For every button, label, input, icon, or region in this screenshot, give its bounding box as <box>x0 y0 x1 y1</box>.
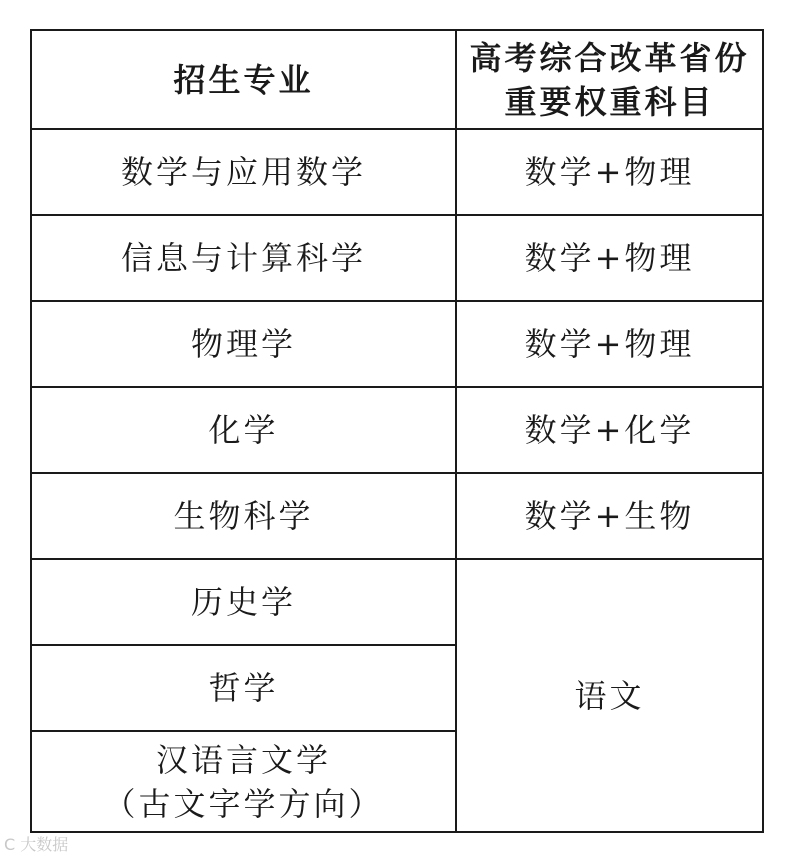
major-cell: 生物科学 <box>31 473 456 559</box>
header-subject-line2: 重要权重科目 <box>504 82 715 121</box>
table-header-row <box>31 30 763 129</box>
subject-cell: 数学+物理 <box>456 215 763 301</box>
major-cell-line2: （古文字学方向） <box>103 784 384 823</box>
table-row <box>31 215 763 301</box>
subject-cell-merged: 语文 <box>456 559 763 832</box>
major-cell: 哲学 <box>31 645 456 731</box>
major-cell: 信息与计算科学 <box>31 215 456 301</box>
major-cell: 化学 <box>31 387 456 473</box>
major-cell: 物理学 <box>31 301 456 387</box>
table-row <box>31 129 763 215</box>
major-cell <box>31 731 456 832</box>
watermark-logo: C 大数据 <box>4 835 69 854</box>
header-subject <box>456 30 763 129</box>
subject-cell: 数学+物理 <box>456 301 763 387</box>
major-cell-line1: 汉语言文学 <box>155 740 331 779</box>
major-cell: 历史学 <box>31 559 456 645</box>
header-subject-line1: 高考综合改革省份 <box>469 38 750 77</box>
subject-cell: 数学+化学 <box>456 387 763 473</box>
header-major: 招生专业 <box>31 30 456 129</box>
table-row <box>31 387 763 473</box>
major-cell: 数学与应用数学 <box>31 129 456 215</box>
table-row <box>31 301 763 387</box>
table-row <box>31 473 763 559</box>
majors-table <box>30 29 764 833</box>
table-row <box>31 559 763 645</box>
subject-cell: 数学+物理 <box>456 129 763 215</box>
subject-cell: 数学+生物 <box>456 473 763 559</box>
